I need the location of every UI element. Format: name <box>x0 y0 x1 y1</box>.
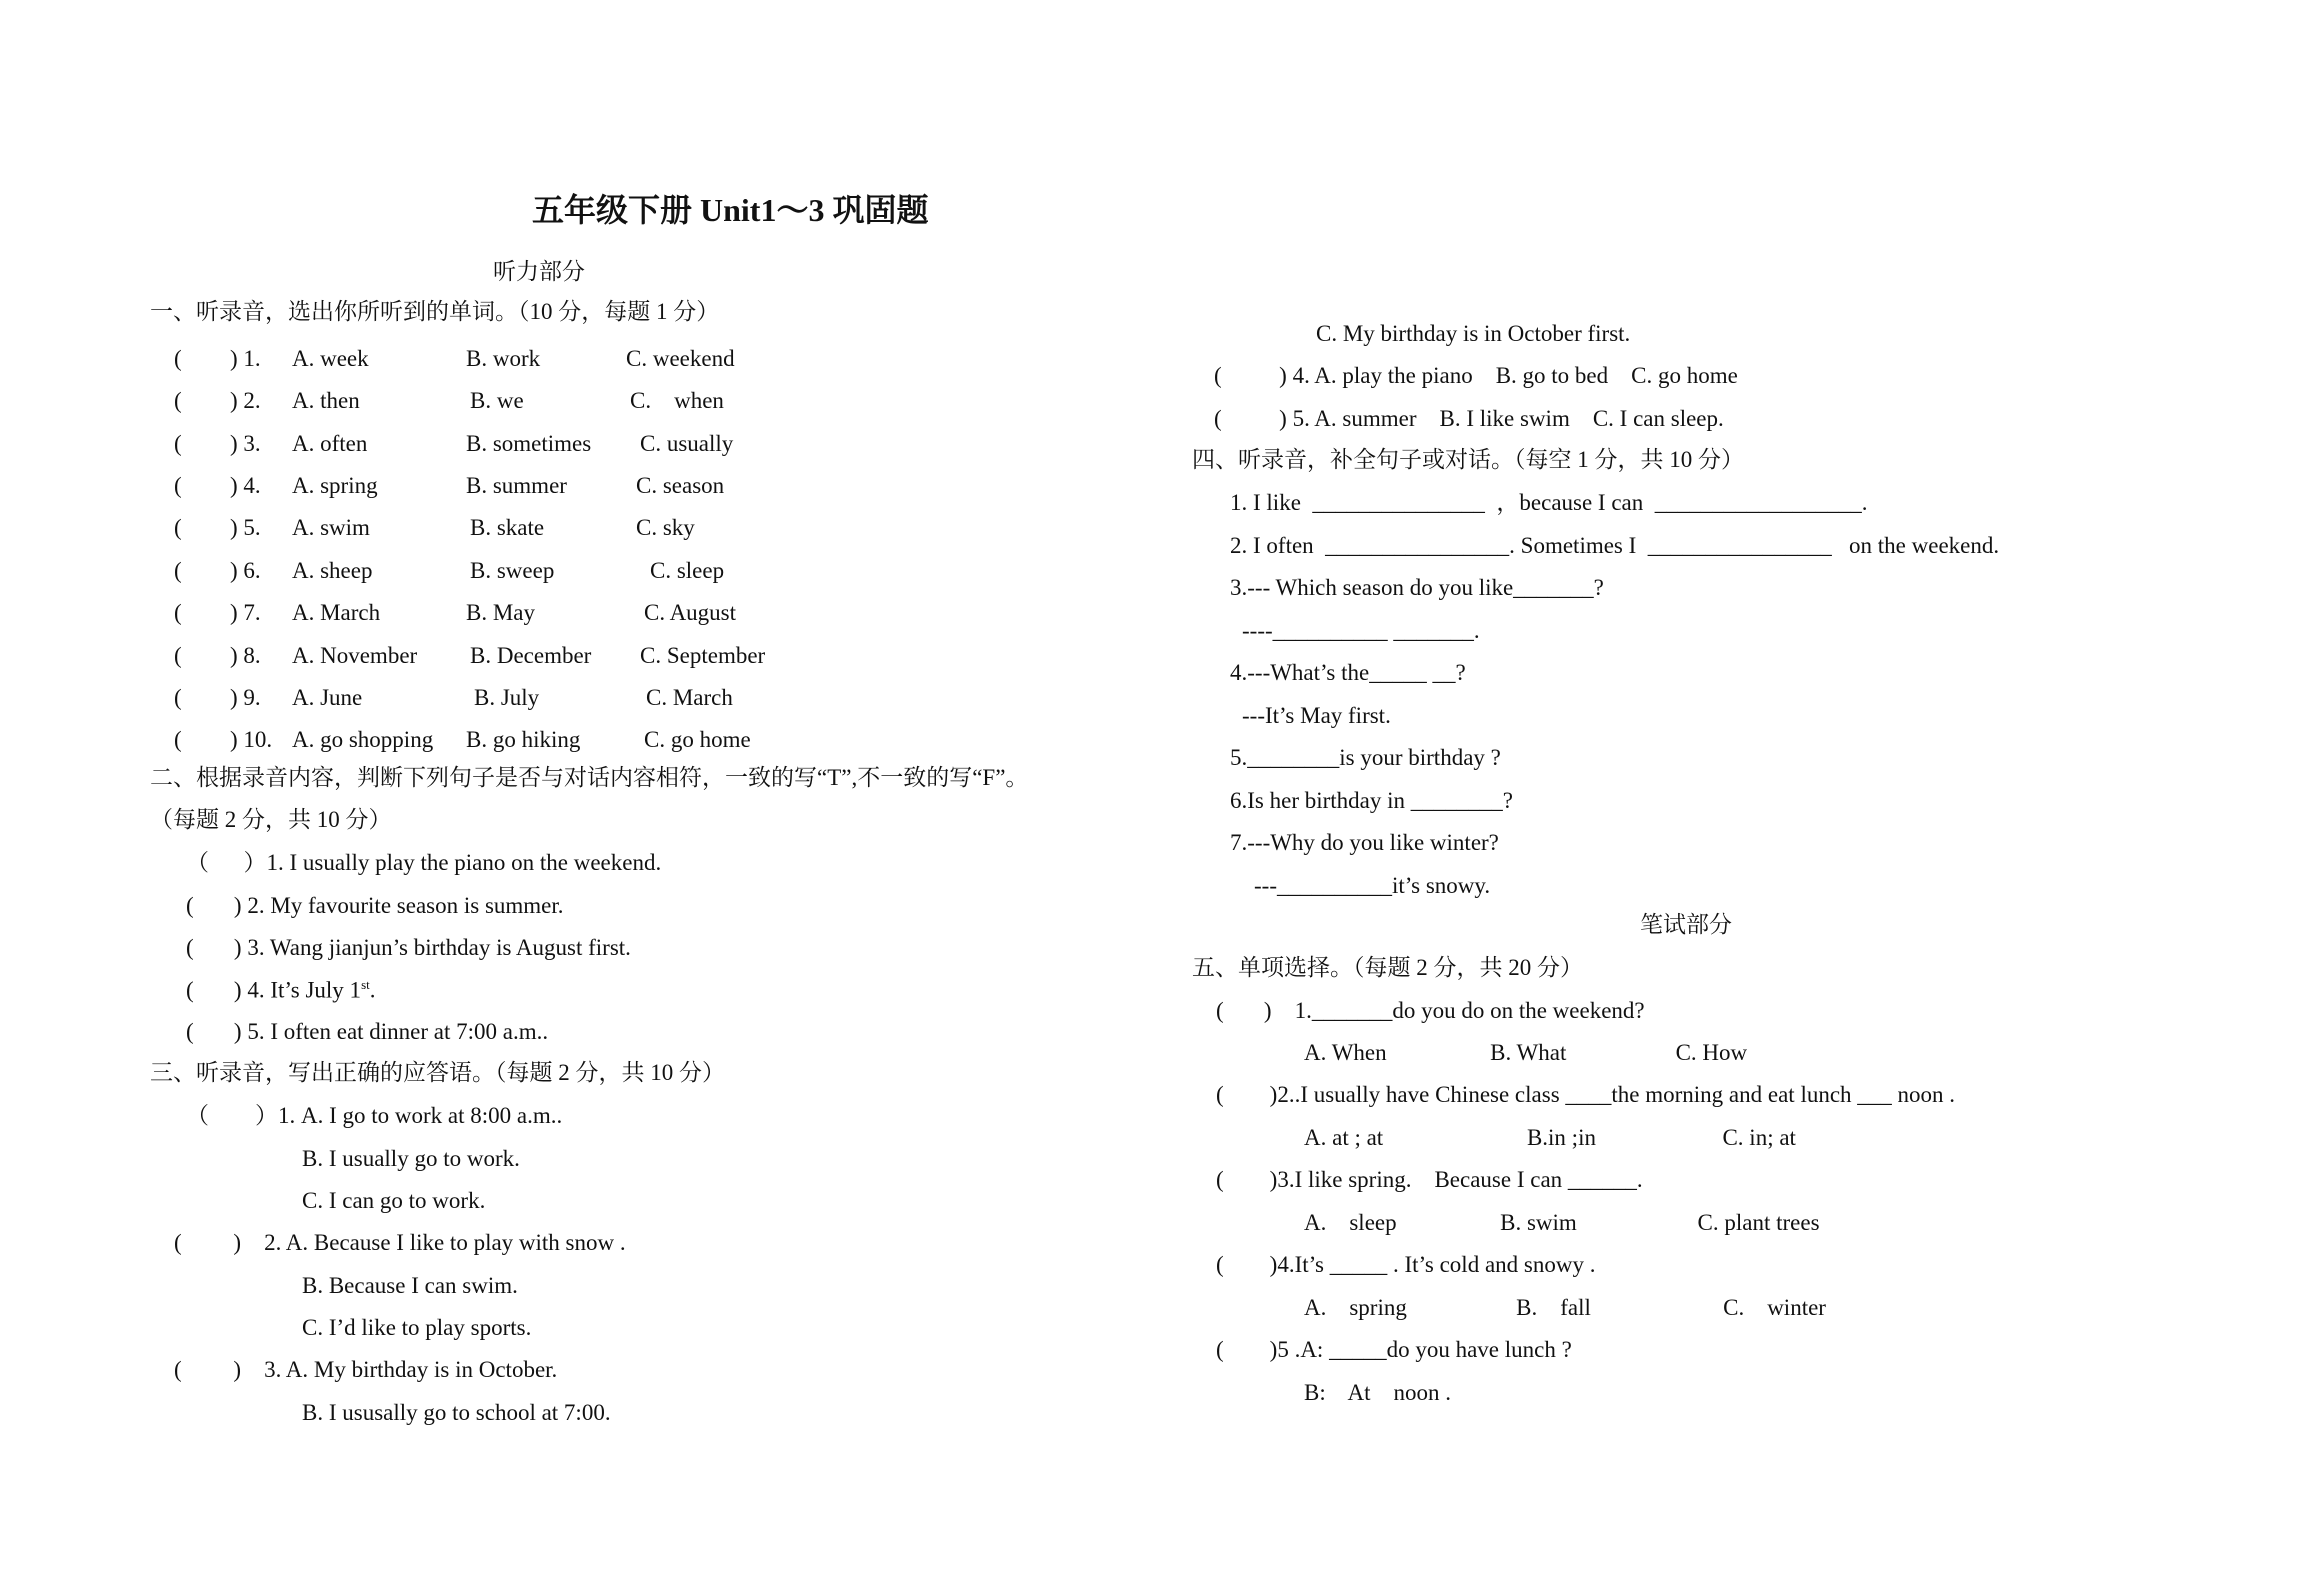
s1-item-option-a: A. March <box>292 600 381 625</box>
s5-line-4: A. at ; at B.in ;in C. in; at <box>1304 1125 1796 1150</box>
s1-item-option-b: B. December <box>470 643 592 668</box>
s1-item-number: ) 10. <box>230 727 273 752</box>
s4-line-5: 4.---What’s the_____ __? <box>1230 660 1466 685</box>
s1-item-option-a: A. then <box>292 388 360 413</box>
s2-item-2: ( ) 2. My favourite season is summer. <box>186 893 564 918</box>
s1-item-option-b: B. summer <box>466 473 567 498</box>
s3-line-7: ( ) 3. A. My birthday is in October. <box>174 1357 558 1382</box>
s5-line-3: ( )2..I usually have Chinese class ____the morning and eat lunch ___ noon . <box>1216 1082 1956 1107</box>
s4-line-7: 5.________is your birthday ? <box>1230 745 1501 770</box>
s1-item-option-c: C. season <box>636 473 725 498</box>
s1-item-paren: ( <box>174 600 182 625</box>
s3-line-3: C. I can go to work. <box>302 1188 486 1213</box>
s3-line-6: C. I’d like to play sports. <box>302 1315 532 1340</box>
s1-item-paren: ( <box>174 346 182 371</box>
section3-heading: 三、听录音，写出正确的应答语。（每题 2 分，共 10 分） <box>150 1060 725 1085</box>
s3-right-line-3: ( ) 5. A. summer B. I like swim C. I can sleep. <box>1214 406 1724 431</box>
s1-item-number: ) 9. <box>230 685 261 710</box>
section2-heading-line2: （每题 2 分，共 10 分） <box>150 807 392 832</box>
s1-item-option-a: A. swim <box>292 515 370 540</box>
s1-item-option-a: A. spring <box>292 473 378 498</box>
s3-right-line-1: C. My birthday is in October first. <box>1316 321 1631 346</box>
s1-item-option-a: A. week <box>292 346 369 371</box>
s3-line-5: B. Because I can swim. <box>302 1273 518 1298</box>
s1-item-option-c: C. sleep <box>650 558 725 583</box>
s4-line-10: ---__________it’s snowy. <box>1254 873 1491 898</box>
s4-line-3: 3.--- Which season do you like_______? <box>1230 575 1604 600</box>
s1-item-paren: ( <box>174 431 182 456</box>
s2-item-1: （ ）1. I usually play the piano on the weekend. <box>186 850 662 875</box>
s1-item-paren: ( <box>174 388 182 413</box>
s2-item-5: ( ) 5. I often eat dinner at 7:00 a.m.. <box>186 1019 549 1044</box>
s1-item-paren: ( <box>174 515 182 540</box>
s3-line-1: （ ）1. A. I go to work at 8:00 a.m.. <box>186 1103 563 1128</box>
s3-line-2: B. I usually go to work. <box>302 1146 520 1171</box>
written-heading: 笔试部分 <box>1640 912 1732 937</box>
section4-heading: 四、听录音，补全句子或对话。（每空 1 分，共 10 分） <box>1192 447 1744 472</box>
s5-line-2: A. When B. What C. How <box>1304 1040 1748 1065</box>
s2-item-4-sup: st <box>361 977 370 992</box>
s4-line-1: 1. I like _______________ ，because I can __________________. <box>1230 490 1868 515</box>
s1-item-option-c: C. September <box>640 643 766 668</box>
s4-line-6: ---It’s May first. <box>1242 703 1391 728</box>
s1-item-option-b: B. July <box>474 685 540 710</box>
s4-line-9: 7.---Why do you like winter? <box>1230 830 1499 855</box>
s1-item-option-c: C. sky <box>636 515 695 540</box>
s4-line-8: 6.Is her birthday in ________? <box>1230 788 1513 813</box>
s1-item-option-a: A. June <box>292 685 363 710</box>
s1-item-number: ) 6. <box>230 558 261 583</box>
s3-line-8: B. I ususally go to school at 7:00. <box>302 1400 611 1425</box>
s1-item-number: ) 5. <box>230 515 261 540</box>
s1-item-option-c: C. when <box>630 388 724 413</box>
s5-line-9: ( )5 .A: _____do you have lunch ? <box>1216 1337 1572 1362</box>
listening-heading: 听力部分 <box>493 259 585 284</box>
s1-item-option-b: B. go hiking <box>466 727 581 752</box>
s1-item-option-a: A. often <box>292 431 368 456</box>
s5-line-1: ( ) 1._______do you do on the weekend? <box>1216 998 1645 1023</box>
s1-item-number: ) 7. <box>230 600 261 625</box>
s1-item-option-a: A. November <box>292 643 418 668</box>
s1-item-option-a: A. go shopping <box>292 727 434 752</box>
s5-line-7: ( )4.It’s _____ . It’s cold and snowy . <box>1216 1252 1596 1277</box>
s5-line-5: ( )3.I like spring. Because I can ______. <box>1216 1167 1643 1192</box>
s1-item-option-a: A. sheep <box>292 558 373 583</box>
s3-line-4: ( ) 2. A. Because I like to play with snow . <box>174 1230 626 1255</box>
s1-item-option-c: C. usually <box>640 431 734 456</box>
s1-item-number: ) 4. <box>230 473 261 498</box>
s2-item-3: ( ) 3. Wang jianjun’s birthday is August first. <box>186 935 631 960</box>
s4-line-2: 2. I often ________________. Sometimes I ________________ on the weekend. <box>1230 533 2000 558</box>
s1-item-number: ) 1. <box>230 346 261 371</box>
s1-item-option-b: B. sometimes <box>466 431 592 456</box>
s1-item-paren: ( <box>174 473 182 498</box>
s5-line-8: A. spring B. fall C. winter <box>1304 1295 1826 1320</box>
s1-item-option-c: C. go home <box>644 727 751 752</box>
s2-item-4-end: . <box>369 977 376 1003</box>
s1-item-option-b: B. work <box>466 346 541 371</box>
s1-item-option-b: B. sweep <box>470 558 555 583</box>
s1-item-option-b: B. skate <box>470 515 545 540</box>
s1-item-paren: ( <box>174 727 182 752</box>
section1-heading: 一、听录音，选出你所听到的单词。（10 分，每题 1 分） <box>150 299 720 324</box>
s2-item-4 <box>186 978 375 1002</box>
s4-line-4: ----__________ _______. <box>1242 618 1480 643</box>
section2-heading: 二、根据录音内容，判断下列句子是否与对话内容相符，一致的写“T”,不一致的写“F”。 <box>150 765 1029 790</box>
s1-item-option-b: B. May <box>466 600 535 625</box>
page-title: 五年级下册 Unit1～3 巩固题 <box>532 192 929 228</box>
s1-item-option-c: C. weekend <box>626 346 735 371</box>
s3-right-line-2: ( ) 4. A. play the piano B. go to bed C. go home <box>1214 363 1738 388</box>
s1-item-option-c: C. March <box>646 685 733 710</box>
s1-item-paren: ( <box>174 558 182 583</box>
s1-item-number: ) 3. <box>230 431 261 456</box>
s1-item-number: ) 2. <box>230 388 261 413</box>
s1-item-paren: ( <box>174 685 182 710</box>
section5-heading: 五、单项选择。（每题 2 分，共 20 分） <box>1192 955 1583 980</box>
s1-item-option-b: B. we <box>470 388 524 413</box>
s5-line-10: B: At noon . <box>1304 1380 1451 1405</box>
s1-item-paren: ( <box>174 643 182 668</box>
s1-item-option-c: C. August <box>644 600 737 625</box>
s2-item-4-text: ( ) 4. It’s July 1 <box>186 977 362 1003</box>
s5-line-6: A. sleep B. swim C. plant trees <box>1304 1210 1820 1235</box>
s1-item-number: ) 8. <box>230 643 261 668</box>
